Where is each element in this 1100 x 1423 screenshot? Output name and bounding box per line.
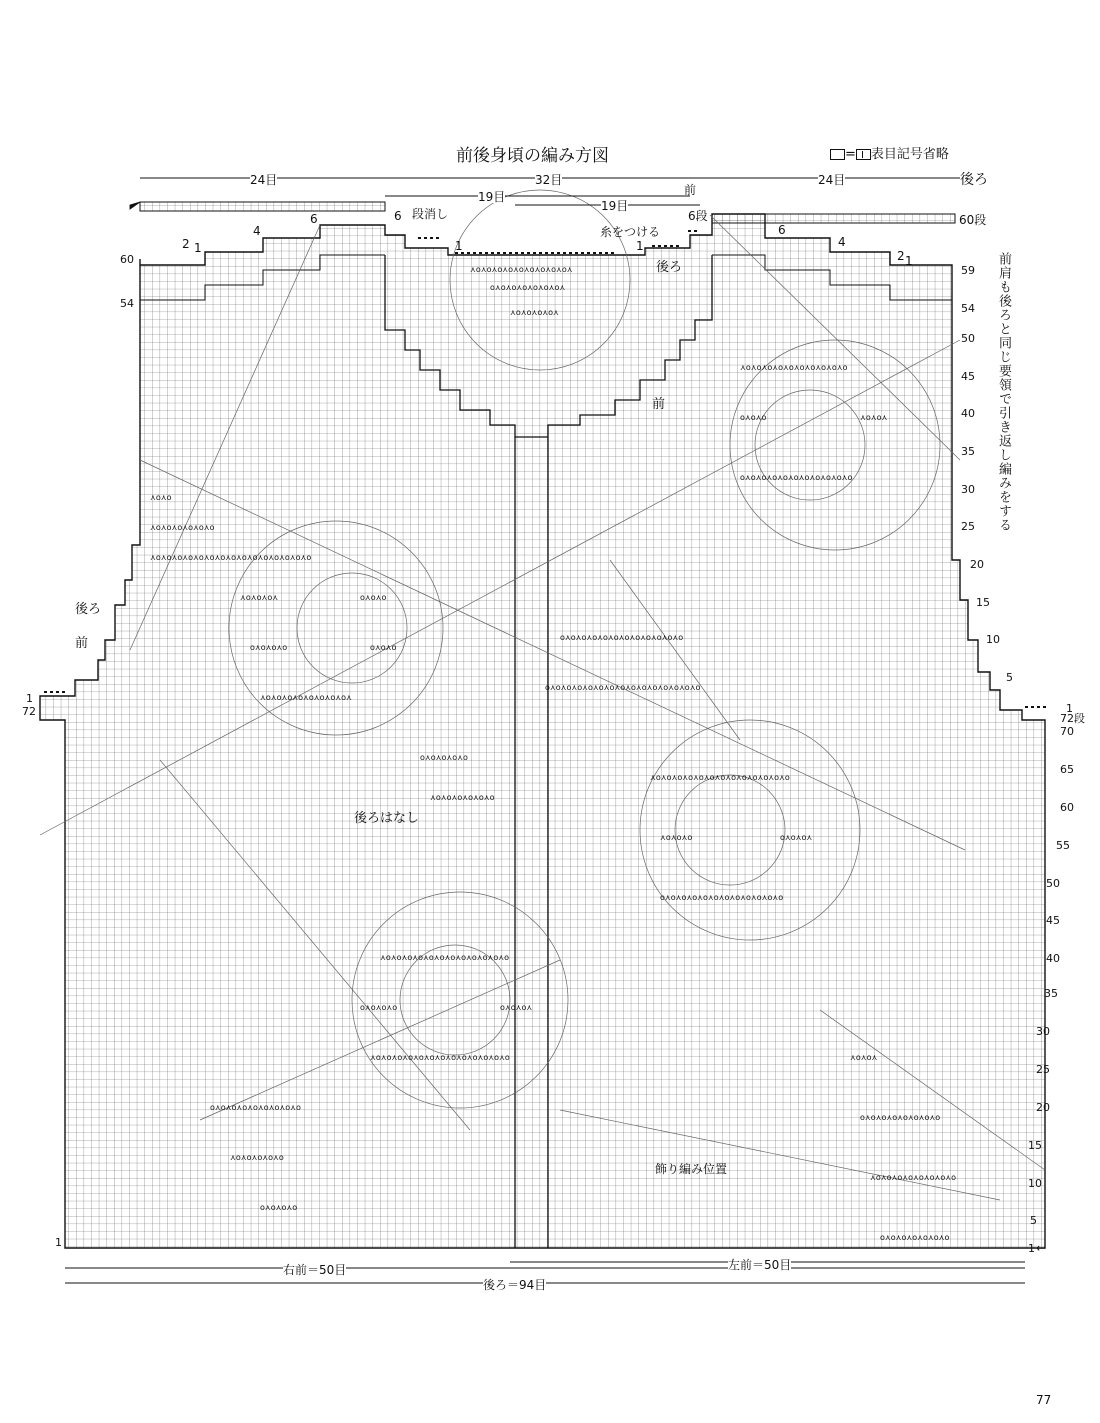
svg-text:⋏o⋏o⋏o: ⋏o⋏o⋏o — [660, 833, 693, 842]
row-number: 10 — [1028, 1177, 1042, 1190]
dim-neck-19-mid: 19目 — [601, 199, 629, 213]
svg-text:⋏o⋏o⋏o⋏o⋏o⋏o⋏o⋏o⋏: ⋏o⋏o⋏o⋏o⋏o⋏o⋏o⋏o⋏ — [260, 693, 352, 702]
purl-box-icon — [830, 149, 845, 160]
row-number: 59 — [961, 264, 975, 277]
dim-back-label: 後ろ — [960, 172, 988, 188]
page-title: 前後身頃の編み方図 — [456, 146, 609, 166]
annotation-attach-yarn: 糸をつける — [600, 225, 661, 239]
svg-text:o⋏o⋏o⋏o⋏o⋏o⋏o⋏o: o⋏o⋏o⋏o⋏o⋏o⋏o⋏o — [860, 1113, 941, 1122]
annotation-back-neck: 後ろ — [656, 260, 683, 275]
step-label-2-left: 2 — [182, 237, 190, 251]
page-number: 77 — [1036, 1393, 1052, 1407]
note-front-shoulder: 前肩も後ろと同じ要領で引き返し編みをする — [996, 252, 1011, 532]
legend — [830, 148, 949, 162]
row-number: 25 — [1036, 1063, 1050, 1076]
svg-text:o⋏o⋏o⋏o⋏o⋏o⋏o⋏o⋏o⋏o⋏o⋏o⋏o⋏o⋏o: o⋏o⋏o⋏o⋏o⋏o⋏o⋏o⋏o⋏o⋏o⋏o⋏o⋏o⋏o — [545, 683, 701, 692]
left-row-54: 54 — [120, 297, 134, 310]
svg-text:⋏o⋏o⋏o⋏o⋏o⋏o⋏o⋏o⋏o⋏o⋏o⋏o⋏o: ⋏o⋏o⋏o⋏o⋏o⋏o⋏o⋏o⋏o⋏o⋏o⋏o⋏o — [650, 773, 790, 782]
row-number: 40 — [961, 407, 975, 420]
dim-right-24: 24目 — [818, 173, 846, 187]
annotation-front-neck: 前 — [652, 397, 666, 412]
row-number: 55 — [1056, 839, 1070, 852]
row-number: 15 — [976, 596, 990, 609]
row-number: 20 — [1036, 1101, 1050, 1114]
row-number: 35 — [961, 445, 975, 458]
step-label-4-right: 4 — [838, 235, 846, 249]
svg-text:o⋏o⋏o⋏o⋏o⋏o⋏o⋏o⋏o: o⋏o⋏o⋏o⋏o⋏o⋏o⋏o⋏o — [210, 1103, 301, 1112]
svg-text:o⋏o⋏o⋏o: o⋏o⋏o⋏o — [250, 643, 288, 652]
svg-text:⋏o⋏o⋏o⋏o⋏o⋏o: ⋏o⋏o⋏o⋏o⋏o⋏o — [150, 523, 215, 532]
dim-neck-19-left: 19目 — [478, 190, 506, 204]
svg-text:⋏o⋏o⋏o⋏o⋏o⋏o⋏o⋏o⋏o⋏o⋏o⋏o⋏o: ⋏o⋏o⋏o⋏o⋏o⋏o⋏o⋏o⋏o⋏o⋏o⋏o⋏o — [370, 1053, 510, 1062]
bottom-right-row-1: 1 — [1028, 1242, 1035, 1255]
svg-text:o⋏o⋏o⋏o⋏o: o⋏o⋏o⋏o⋏o — [420, 753, 468, 762]
legend-text: 表目記号省略 — [870, 147, 949, 162]
dim-left-24: 24目 — [250, 173, 278, 187]
svg-text:o⋏o⋏o⋏o⋏o⋏o⋏o⋏o⋏o⋏o⋏o⋏o: o⋏o⋏o⋏o⋏o⋏o⋏o⋏o⋏o⋏o⋏o⋏o — [660, 893, 784, 902]
svg-text:⋏o⋏o⋏o⋏o⋏o⋏o: ⋏o⋏o⋏o⋏o⋏o⋏o — [430, 793, 495, 802]
row-number: 15 — [1028, 1139, 1042, 1152]
step-label-4-left: 4 — [253, 224, 261, 238]
row-number: 50 — [1046, 877, 1060, 890]
row-number: 65 — [1060, 763, 1074, 776]
annotation-decor-position: 飾り編み位置 — [655, 1162, 728, 1176]
svg-text:⋏o⋏o⋏: ⋏o⋏o⋏ — [850, 1053, 878, 1062]
svg-text:o⋏o⋏o⋏o: o⋏o⋏o⋏o — [360, 1003, 398, 1012]
dim-left-front: 左前＝50目 — [728, 1258, 792, 1272]
left-row-60: 60 — [120, 253, 134, 266]
svg-text:⋏o⋏o⋏o⋏o⋏o⋏o⋏o⋏o: ⋏o⋏o⋏o⋏o⋏o⋏o⋏o⋏o — [870, 1173, 957, 1182]
legend-equals: = — [845, 147, 856, 162]
step-label-1-left: 1 — [194, 241, 202, 255]
neck-start-1-left: 1 — [455, 239, 463, 253]
svg-text:⋏o⋏o: ⋏o⋏o — [150, 493, 172, 502]
svg-text:⋏o⋏o⋏o⋏o⋏o: ⋏o⋏o⋏o⋏o⋏o — [230, 1153, 284, 1162]
row-number: 35 — [1044, 987, 1058, 1000]
row-number: 40 — [1046, 952, 1060, 965]
bottom-left-row-1: 1 — [55, 1236, 62, 1249]
step-label-2-right: 2 — [897, 249, 905, 263]
svg-text:o⋏o⋏o: o⋏o⋏o — [740, 413, 767, 422]
row-number: 60 — [1060, 801, 1074, 814]
step-label-1-right: 1 — [905, 254, 913, 268]
svg-text:o⋏o⋏o: o⋏o⋏o — [370, 643, 397, 652]
svg-text:⋏o⋏o⋏: ⋏o⋏o⋏ — [860, 413, 888, 422]
dim-mid-32: 32目 — [535, 173, 563, 187]
side-left-1: 1 — [26, 692, 33, 705]
step-label-6-right: 6 — [778, 223, 786, 237]
row-number: 25 — [961, 520, 975, 533]
annotation-back-separate: 後ろはなし — [354, 811, 420, 826]
svg-text:o⋏o⋏o⋏o⋏o⋏o⋏o⋏: o⋏o⋏o⋏o⋏o⋏o⋏o⋏ — [490, 283, 566, 292]
arrow-left-icon: ← — [1036, 1241, 1047, 1255]
annotation-left-front: 前 — [75, 636, 89, 651]
step-label-6-neck: 6 — [394, 209, 402, 223]
row-number: 30 — [961, 483, 975, 496]
annotation-dankeshi: 段消し — [412, 207, 449, 221]
svg-text:o⋏o⋏o: o⋏o⋏o — [360, 593, 387, 602]
side-right-72dan: 72段 — [1060, 712, 1085, 725]
dim-back: 後ろ＝94目 — [483, 1278, 547, 1292]
side-left-72: 72 — [22, 705, 36, 718]
row-number: 45 — [1046, 914, 1060, 927]
svg-text:⋏o⋏o⋏o⋏o⋏o⋏o⋏o⋏o⋏o⋏o⋏o⋏o: ⋏o⋏o⋏o⋏o⋏o⋏o⋏o⋏o⋏o⋏o⋏o⋏o — [380, 953, 510, 962]
annotation-left-back: 後ろ — [75, 602, 102, 617]
side-right-1: 1 — [1066, 702, 1073, 715]
row-number: 70 — [1060, 725, 1074, 738]
row-number: 20 — [970, 558, 984, 571]
svg-text:o⋏o⋏o⋏o⋏o⋏o⋏o⋏o⋏o⋏o⋏o⋏o: o⋏o⋏o⋏o⋏o⋏o⋏o⋏o⋏o⋏o⋏o⋏o — [560, 633, 684, 642]
svg-text:⋏o⋏o⋏o⋏o⋏o⋏o⋏o⋏o⋏o⋏o⋏o⋏o⋏o⋏o⋏o: ⋏o⋏o⋏o⋏o⋏o⋏o⋏o⋏o⋏o⋏o⋏o⋏o⋏o⋏o⋏o — [150, 553, 312, 562]
svg-text:o⋏o⋏o⋏o: o⋏o⋏o⋏o — [260, 1203, 298, 1212]
row-number: 45 — [961, 370, 975, 383]
step-label-6dan-right: 6段 — [688, 209, 708, 223]
row-number: 5 — [1006, 671, 1013, 684]
svg-text:o⋏o⋏o⋏o⋏o⋏o⋏o⋏o⋏o⋏o⋏o: o⋏o⋏o⋏o⋏o⋏o⋏o⋏o⋏o⋏o⋏o — [740, 473, 853, 482]
svg-text:o⋏o⋏o⋏: o⋏o⋏o⋏ — [500, 1003, 533, 1012]
row-number: 50 — [961, 332, 975, 345]
svg-text:⋏o⋏o⋏o⋏o⋏o⋏o⋏o⋏o⋏o⋏: ⋏o⋏o⋏o⋏o⋏o⋏o⋏o⋏o⋏o⋏ — [470, 265, 573, 274]
knit-symbol-icon — [856, 149, 871, 160]
step-label-6-left: 6 — [310, 212, 318, 226]
neck-start-1-right: 1 — [636, 239, 644, 253]
svg-text:⋏o⋏o⋏o⋏: ⋏o⋏o⋏o⋏ — [240, 593, 279, 602]
top-right-row-60dan: 60段 — [959, 213, 987, 227]
row-number: 5 — [1030, 1214, 1037, 1227]
svg-text:o⋏o⋏o⋏o⋏o⋏o⋏o: o⋏o⋏o⋏o⋏o⋏o⋏o — [880, 1233, 950, 1242]
row-number: 30 — [1036, 1025, 1050, 1038]
svg-text:⋏o⋏o⋏o⋏o⋏o⋏o⋏o⋏o⋏o⋏o: ⋏o⋏o⋏o⋏o⋏o⋏o⋏o⋏o⋏o⋏o — [740, 363, 848, 372]
dim-front-label: 前 — [684, 183, 697, 197]
row-number: 10 — [986, 633, 1000, 646]
dim-right-front: 右前＝50目 — [283, 1263, 347, 1277]
svg-text:o⋏o⋏o⋏: o⋏o⋏o⋏ — [780, 833, 813, 842]
svg-text:⋏o⋏o⋏o⋏o⋏: ⋏o⋏o⋏o⋏o⋏ — [510, 308, 559, 317]
row-number: 54 — [961, 302, 975, 315]
